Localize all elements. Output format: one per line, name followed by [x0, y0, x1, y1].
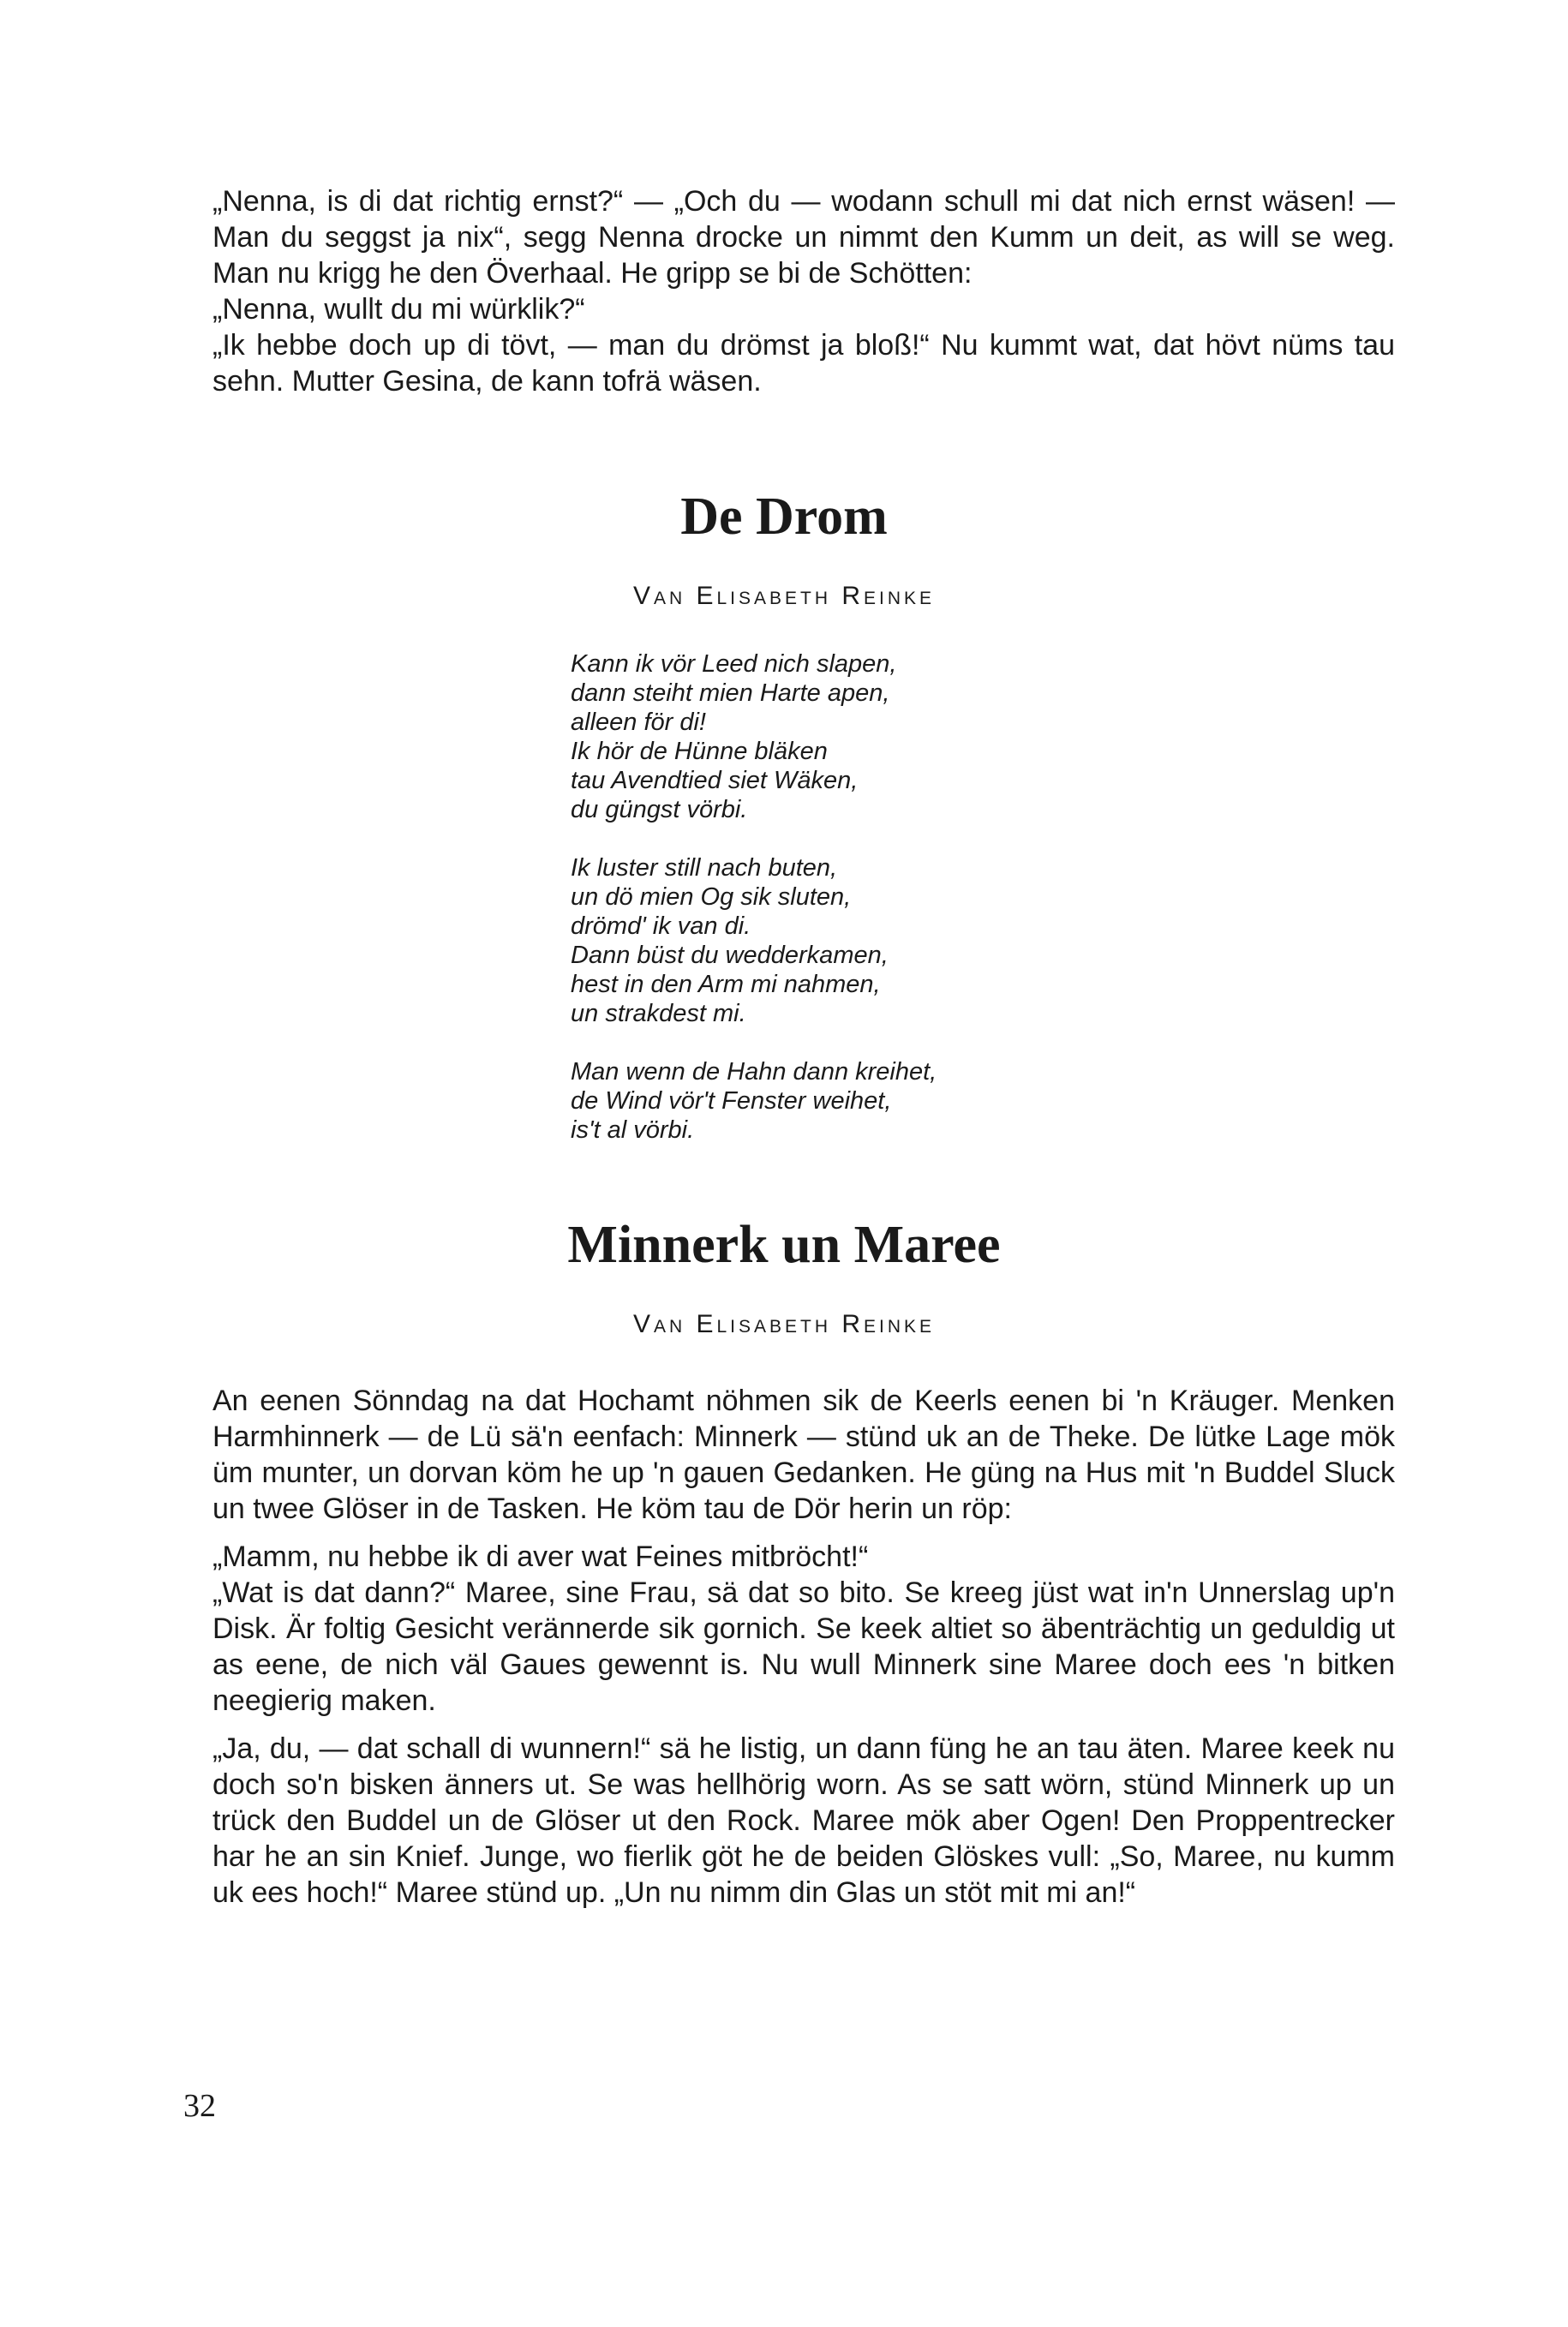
- poem-line: du güngst vörbi.: [571, 796, 748, 823]
- stanza: [571, 853, 1342, 1028]
- intro-text: [212, 183, 1395, 399]
- stanza: [571, 649, 1342, 824]
- poem-line: un strakdest mi.: [571, 1000, 746, 1027]
- poem: [571, 649, 1342, 1174]
- story-text: [212, 1383, 1395, 1911]
- stanza: [571, 1057, 1342, 1145]
- poem-line: Ik hör de Hünne bläken: [571, 738, 828, 765]
- paragraph: „Ja, du, — dat schall di wunnern!“ sä he listig, un dann füng he an tau äten. Maree keek nu doch so'n bisken änners ut. Se was hellhörig worn. As se satt wörn, stünd Minnerk up un trück den Buddel un de Glöser ut den Rock. Maree mök aber Ogen! Den Proppentrecker har he an sin Knief. Junge, wo fierlik göt he de beiden Glöskes vull: „So, Maree, nu kumm uk ees hoch!“ Maree stünd up. „Un nu nimm din Glas un stöt mit mi an!“: [212, 1732, 1395, 1909]
- paragraph: „Wat is dat dann?“ Maree, sine Frau, sä dat so bito. Se kreeg jüst wat in'n Unnerslag up'n Disk. Är foltig Gesicht verännerde sik gornich. Se keek altiet so äbenträchtig un geduldig ut as eene, de nich väl Gaues gewennt is. Nu wull Minnerk sine Maree doch ees 'n bitken neegierig maken.: [212, 1576, 1395, 1717]
- paragraph: „Nenna, is di dat richtig ernst?“ — „Och du — wodann schull mi dat nich ernst wäsen! — Man du seggst ja nix“, segg Nenna drocke un nimmt den Kumm un deit, as will se weg. Man nu krigg he den Överhaal. He gripp se bi de Schötten:: [212, 185, 1395, 290]
- poem-line: hest in den Arm mi nahmen,: [571, 971, 881, 998]
- poem-title: De Drom: [680, 488, 888, 546]
- paragraph: „Mamm, nu hebbe ik di aver wat Feines mitbröcht!“: [212, 1540, 869, 1573]
- page-number: 32: [183, 2088, 216, 2124]
- story-byline: Van Elisabeth Reinke: [632, 1310, 936, 1338]
- poem-line: un dö mien Og sik sluten,: [571, 883, 852, 911]
- poem-line: Man wenn de Hahn dann kreihet,: [571, 1058, 937, 1086]
- poem-line: tau Avendtied siet Wäken,: [571, 767, 859, 794]
- paragraph: „Ik hebbe doch up di tövt, — man du drömst ja bloß!“ Nu kummt wat, dat hövt nüms tau sehn. Mutter Gesina, de kann tofrä wäsen.: [212, 329, 1395, 398]
- paragraph: An eenen Sönndag na dat Hochamt nöhmen sik de Keerls eenen bi 'n Kräuger. Menken Harmhinnerk — de Lü sä'n eenfach: Minnerk — stünd uk an de Theke. De lütke Lage mök üm munter, un dorvan köm he up 'n gauen Gedanken. He güng na Hus mit 'n Buddel Sluck un twee Glöser in de Tasken. He köm tau de Dör herin un röp:: [212, 1385, 1395, 1525]
- poem-line: de Wind vör't Fenster weihet,: [571, 1087, 892, 1115]
- poem-line: Kann ik vör Leed nich slapen,: [571, 650, 897, 678]
- poem-line: Dann büst du wedderkamen,: [571, 942, 889, 969]
- story-title: Minnerk un Maree: [567, 1216, 1001, 1274]
- poem-line: drömd' ik van di.: [571, 912, 751, 940]
- poem-line: is't al vörbi.: [571, 1116, 695, 1144]
- poem-line: alleen för di!: [571, 709, 706, 736]
- poem-line: dann steiht mien Harte apen,: [571, 679, 890, 707]
- poem-line: Ik luster still nach buten,: [571, 854, 838, 882]
- poem-byline: Van Elisabeth Reinke: [632, 582, 936, 610]
- paragraph: „Nenna, wullt du mi würklik?“: [212, 293, 585, 326]
